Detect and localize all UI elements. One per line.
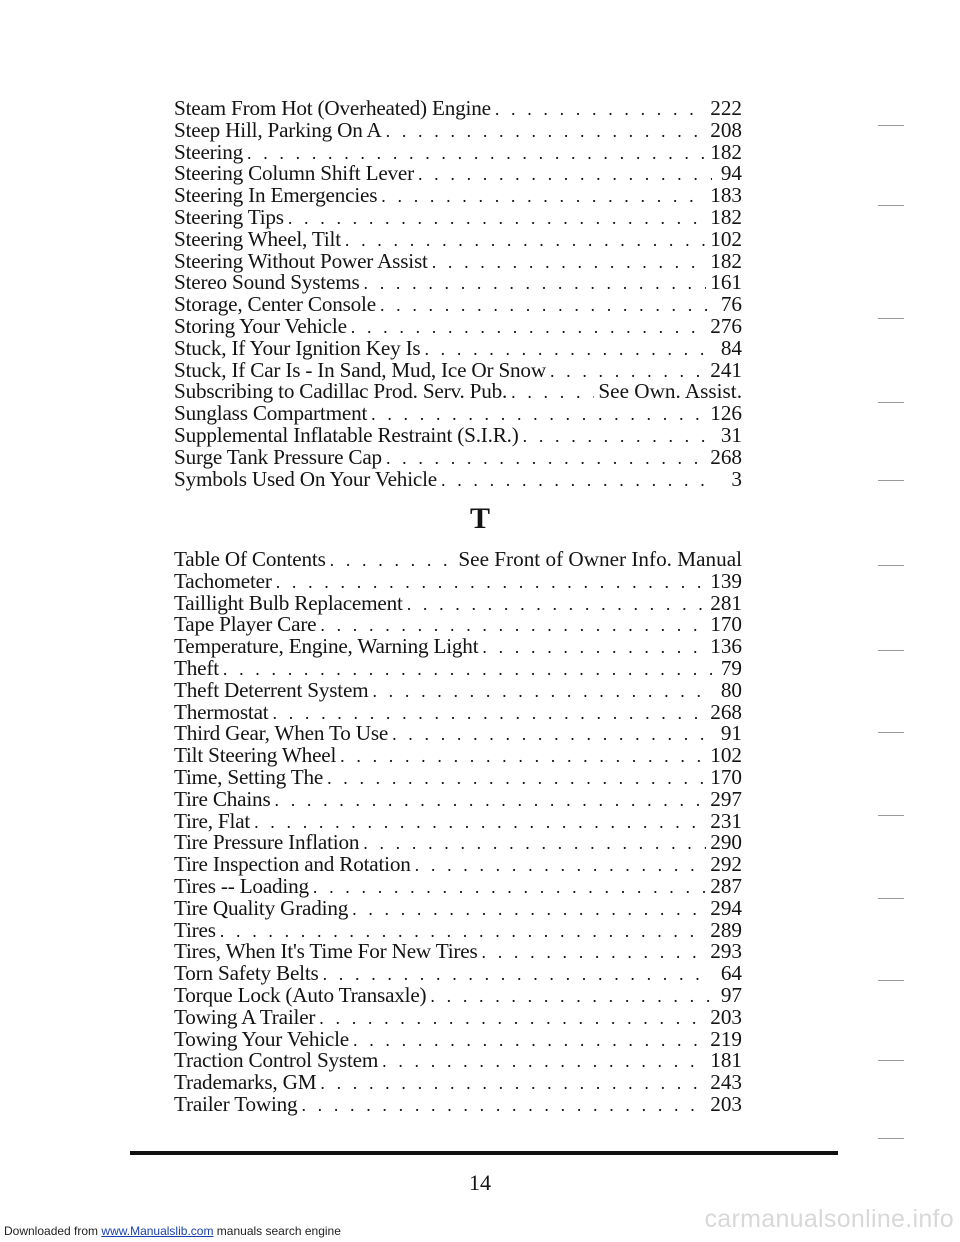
index-entry xyxy=(174,381,742,403)
entry-page: 64 xyxy=(720,961,742,986)
index-entry xyxy=(174,1091,742,1116)
index-entry xyxy=(174,313,742,338)
entry-page: 182 xyxy=(710,204,742,229)
entry-page: 102 xyxy=(710,226,742,251)
index-entry xyxy=(174,786,742,811)
index-entry xyxy=(174,636,742,658)
entry-page: 268 xyxy=(710,444,742,469)
entry-label: Tire, Flat xyxy=(174,808,251,833)
dot-leader xyxy=(381,186,706,208)
entry-page: 139 xyxy=(710,568,742,593)
index-entry xyxy=(174,549,742,571)
entry-page: 182 xyxy=(710,248,742,273)
entry-label: Steep Hill, Parking On A xyxy=(174,117,382,142)
index-entry xyxy=(174,699,742,724)
entry-label: Tires, When It's Time For New Tires xyxy=(174,939,478,964)
entry-label: Tires xyxy=(174,917,216,942)
index-entry xyxy=(174,422,742,447)
entry-label: Traction Control System xyxy=(174,1048,379,1073)
entry-label: Steering Tips xyxy=(174,204,284,229)
entry-label: Torque Lock (Auto Transaxle) xyxy=(174,982,427,1007)
entry-label: Stuck, If Your Ignition Key Is xyxy=(174,335,421,360)
index-list-s xyxy=(174,98,742,490)
entry-label: Theft Deterrent System xyxy=(174,677,369,702)
index-entry xyxy=(174,873,742,898)
index-entry xyxy=(174,677,742,702)
index-entry xyxy=(174,1026,742,1051)
index-entry xyxy=(174,764,742,789)
margin-mark xyxy=(878,318,904,319)
entry-page: 287 xyxy=(710,873,742,898)
footer-rule xyxy=(130,1151,838,1155)
index-entry xyxy=(174,808,742,833)
entry-page: 183 xyxy=(710,183,742,208)
index-entry xyxy=(174,895,742,920)
entry-label: Torn Safety Belts xyxy=(174,961,319,986)
entry-page: 294 xyxy=(710,895,742,920)
entry-label: Temperature, Engine, Warning Light xyxy=(174,634,479,659)
dot-leader xyxy=(372,681,712,703)
entry-page: 170 xyxy=(710,764,742,789)
entry-page: 289 xyxy=(710,917,742,942)
entry-page: 80 xyxy=(720,677,742,702)
entry-label: Storage, Center Console xyxy=(174,292,376,317)
margin-mark xyxy=(878,565,904,566)
entry-label: Third Gear, When To Use xyxy=(174,721,389,746)
dot-leader xyxy=(418,164,712,186)
index-entry xyxy=(174,139,742,164)
entry-page: 126 xyxy=(710,401,742,426)
entry-label: Steering In Emergencies xyxy=(174,183,378,208)
dot-leader xyxy=(482,637,706,659)
entry-page: 222 xyxy=(710,96,742,120)
index-entry xyxy=(174,248,742,273)
dot-leader xyxy=(380,295,712,317)
entry-label: Thermostat xyxy=(174,699,269,724)
entry-page: 219 xyxy=(710,1026,742,1051)
dot-leader xyxy=(319,1008,706,1030)
page-number: 14 xyxy=(469,1170,491,1195)
entry-label: Taillight Bulb Replacement xyxy=(174,590,403,615)
entry-page: 31 xyxy=(720,422,742,447)
entry-label: Tires -- Loading xyxy=(174,873,309,898)
entry-page: 292 xyxy=(710,852,742,877)
dot-leader xyxy=(313,877,706,899)
entry-label: Symbols Used On Your Vehicle xyxy=(174,466,437,491)
index-list-t xyxy=(174,549,742,1116)
index-entry xyxy=(174,832,742,854)
entry-label: Storing Your Vehicle xyxy=(174,313,347,338)
entry-label: Towing Your Vehicle xyxy=(174,1026,350,1051)
dot-leader xyxy=(407,594,707,616)
entry-page: 290 xyxy=(710,830,742,855)
index-entry xyxy=(174,466,742,491)
entry-page: 97 xyxy=(720,982,742,1007)
index-entry xyxy=(174,568,742,593)
banner-suffix: manuals search engine xyxy=(216,1224,341,1238)
watermark: carmanualsonline.info xyxy=(704,1205,954,1233)
entry-label: Theft xyxy=(174,655,219,680)
entry-page: 181 xyxy=(710,1048,742,1073)
margin-mark xyxy=(878,205,904,206)
entry-page: 3 xyxy=(731,466,742,491)
entry-label: Tire Inspection and Rotation xyxy=(174,852,411,877)
dot-leader xyxy=(353,1030,706,1052)
index-entry xyxy=(174,226,742,251)
entry-page: 208 xyxy=(710,117,742,142)
index-entry xyxy=(174,357,742,382)
entry-label: Sunglass Compartment xyxy=(174,401,368,426)
index-entry xyxy=(174,614,742,636)
entry-label: Steering Wheel, Tilt xyxy=(174,226,341,251)
dot-leader xyxy=(363,833,706,855)
dot-leader xyxy=(364,273,707,295)
dot-leader xyxy=(301,1095,706,1117)
dot-leader xyxy=(386,121,707,143)
banner-prefix: Downloaded from xyxy=(4,1224,99,1238)
dot-leader xyxy=(352,899,706,921)
entry-label: Stuck, If Car Is - In Sand, Mud, Ice Or Snow xyxy=(174,357,546,382)
dot-leader xyxy=(482,942,707,964)
index-entry xyxy=(174,1050,742,1072)
dot-leader xyxy=(382,1051,706,1073)
entry-label: Tire Pressure Inflation xyxy=(174,830,360,855)
entry-page: 79 xyxy=(720,655,742,680)
margin-mark xyxy=(878,732,904,733)
entry-label: Steering xyxy=(174,139,244,164)
entry-page: 94 xyxy=(720,161,742,186)
index-entry xyxy=(174,1004,742,1029)
dot-leader xyxy=(330,550,455,572)
dot-leader xyxy=(392,724,712,746)
dot-leader xyxy=(511,382,594,404)
entry-page: 161 xyxy=(710,270,742,295)
entry-label: Steering Without Power Assist xyxy=(174,248,428,273)
index-entry xyxy=(174,204,742,229)
download-banner xyxy=(4,1224,341,1238)
index-entry xyxy=(174,854,742,876)
manualslib-link[interactable]: www.Manualslib.com xyxy=(101,1224,214,1238)
dot-leader xyxy=(340,746,706,768)
index-entry xyxy=(174,444,742,469)
entry-label: Subscribing to Cadillac Prod. Serv. Pub. xyxy=(174,379,508,404)
entry-label: Steering Column Shift Lever xyxy=(174,161,414,186)
dot-leader xyxy=(275,790,707,812)
entry-page: 182 xyxy=(710,139,742,164)
entry-label: Tire Quality Grading xyxy=(174,895,349,920)
dot-leader xyxy=(415,855,707,877)
entry-page: 203 xyxy=(710,1091,742,1116)
entry-page: See Own. Assist. xyxy=(598,379,742,404)
entry-label: Trademarks, GM xyxy=(174,1070,317,1095)
index-entry xyxy=(174,117,742,142)
margin-mark xyxy=(878,898,904,899)
margin-mark xyxy=(878,1060,904,1061)
entry-label: Time, Setting The xyxy=(174,764,324,789)
dot-leader xyxy=(441,470,712,492)
index-entry xyxy=(174,98,742,120)
dot-leader xyxy=(432,252,707,274)
entry-page: 241 xyxy=(710,357,742,382)
entry-label: Tape Player Care xyxy=(174,612,317,637)
margin-mark xyxy=(878,402,904,403)
scan-margin-marks xyxy=(868,60,938,1160)
dot-leader xyxy=(327,768,706,790)
index-entry xyxy=(174,917,742,942)
entry-page: 136 xyxy=(710,634,742,659)
entry-label: Stereo Sound Systems xyxy=(174,270,360,295)
entry-page: See Front of Owner Info. Manual xyxy=(458,547,742,571)
entry-label: Tire Chains xyxy=(174,786,271,811)
entry-page: 102 xyxy=(710,743,742,768)
index-entry xyxy=(174,982,742,1007)
section-letter-t: T xyxy=(469,502,490,535)
entry-label: Tilt Steering Wheel xyxy=(174,743,337,768)
dot-leader xyxy=(288,208,706,230)
entry-page: 170 xyxy=(710,612,742,637)
margin-mark xyxy=(878,980,904,981)
index-entry xyxy=(174,185,742,207)
margin-mark xyxy=(878,650,904,651)
entry-label: Supplemental Inflatable Restraint (S.I.R.) xyxy=(174,422,519,447)
entry-label: Surge Tank Pressure Cap xyxy=(174,444,382,469)
entry-page: 243 xyxy=(710,1070,742,1095)
index-entry xyxy=(174,272,742,294)
margin-mark xyxy=(878,480,904,481)
index-entry xyxy=(174,590,742,615)
entry-page: 203 xyxy=(710,1004,742,1029)
index-entry xyxy=(174,335,742,360)
dot-leader xyxy=(523,426,712,448)
entry-page: 297 xyxy=(710,786,742,811)
index-entry xyxy=(174,163,742,185)
index-entry xyxy=(174,723,742,745)
entry-page: 91 xyxy=(720,721,742,746)
entry-page: 281 xyxy=(710,590,742,615)
entry-page: 276 xyxy=(710,313,742,338)
entry-page: 293 xyxy=(710,939,742,964)
index-entry xyxy=(174,1072,742,1094)
index-entry xyxy=(174,963,742,985)
margin-mark xyxy=(878,1138,904,1139)
entry-label: Steam From Hot (Overheated) Engine xyxy=(174,96,491,120)
index-entry xyxy=(174,403,742,425)
dot-leader xyxy=(320,1073,706,1095)
entry-label: Trailer Towing xyxy=(174,1091,298,1116)
entry-page: 76 xyxy=(720,292,742,317)
entry-label: Tachometer xyxy=(174,568,272,593)
index-entry xyxy=(174,655,742,680)
margin-mark xyxy=(878,815,904,816)
dot-leader xyxy=(495,99,706,121)
margin-mark xyxy=(878,125,904,126)
dot-leader xyxy=(430,986,712,1008)
index-entry xyxy=(174,941,742,963)
entry-page: 84 xyxy=(720,335,742,360)
entry-label: Table Of Contents xyxy=(174,547,326,571)
index-entry xyxy=(174,294,742,316)
entry-page: 231 xyxy=(710,808,742,833)
entry-page: 268 xyxy=(710,699,742,724)
entry-label: Towing A Trailer xyxy=(174,1004,316,1029)
index-entry xyxy=(174,745,742,767)
